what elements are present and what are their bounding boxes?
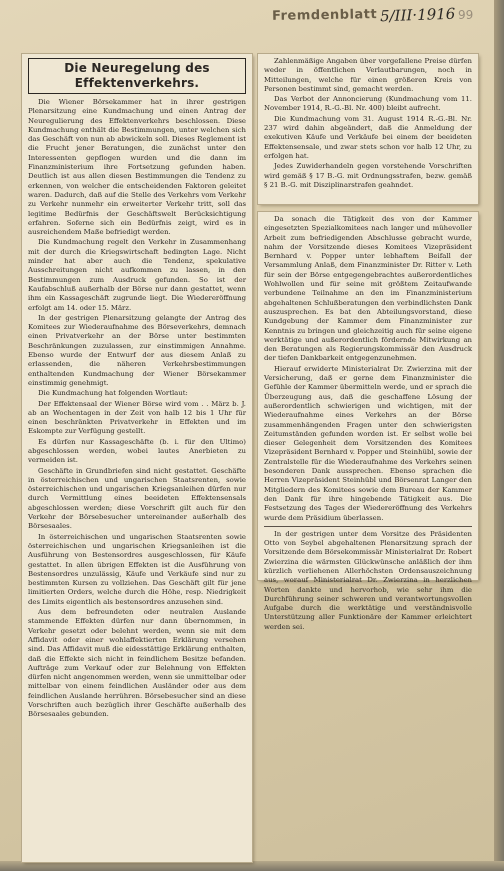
article-column-right-bottom (258, 212, 478, 631)
article-column-right-top (258, 54, 478, 204)
handwritten-date: 5/III·1916 (379, 4, 456, 26)
article-paragraph: Die Wiener Börsekammer hat in ihrer gestrigen Plenarsitzung eine Kundmachung und einen Antrag der Neuregulierung des Effektenverkehrs beschlossen. Diese Kundmachung enthält die Bestimmungen, unter welchen sich das Geschäft von nun ab abwickeln soll. Dieses Reglement ist die Frucht jener Beratungen, die zunächst unter den Interessenten gepflogen wurden und die dann im Finanzministerium ihre Fortsetzung gefunden haben. Deutlich ist aus allen diesen Bestimmungen die Tendenz zu erkennen, von welcher die entscheidenden Faktoren geleitet waren. Dadurch, daß auf die Stelle des Verkehrs vom Verkehr zu Verkehr nunmehr ein erweiterter Verkehr tritt, soll das legitime Bedürfnis der Geschäftswelt Berücksichtigung erfahren. Soferne sich ein Bedürfnis zeigt, wird es in ausreichendem Maße befriedigt werden. (28, 98, 246, 237)
article-paragraph: Zahlenmäßige Angaben über vorgefallene Preise dürfen weder in öffentlichen Verlautbarungen, noch in Mitteilungen, welche für einen größeren Kreis von Personen bestimmt sind, gemacht werden. (264, 57, 472, 93)
article-column-left (22, 54, 252, 862)
article-paragraph: Hierauf erwiderte Ministerialrat Dr. Zwierzina mit der Versicherung, daß er gerne dem Finanzminister die Gefühle der Kammer übermitteln werde, und er sprach die Überzeugung aus, daß die geschaffene Lösung der außerordentlich schwierigen und wichtigen, mit der Wiederaufnahme eines Verkehrs an der Börse zusammenhängenden Fragen unter den schwierigsten Zeitumständen gefunden worden ist. Er selbst wolle bei dieser Gelegenheit dem Vorsitzenden des Komitees Vizepräsident Bernhard v. Popper und Steinhübl, sowie der Zentralstelle für die Wiederaufnahme des Verkehrs seinen besonderen Dank aussprechen. Ebenso sprachen die Herren Vizepräsident Steinhübl und Börsenrat Langer den Mitgliedern des Komitees sowie dem Bureau der Kammer den Dank für ihre hingebende Tätigkeit aus. Die Festsetzung des Tages der Wiedereröffnung des Verkehrs wurde dem Präsidium überlassen. (264, 364, 472, 522)
article-paragraph: Das Verbot der Annoncierung (Kundmachung vom 11. November 1914, R.-G.-Bl. Nr. 400) bleibt aufrecht. (264, 95, 472, 113)
article-paragraph: In der gestrigen Plenarsitzung gelangte der Antrag des Komitees zur Wiederaufnahme des Börseverkehrs, demnach einen Privatverkehr an der Börse unter bestimmten Beschränkungen zuzulassen, zur einstimmigen Annahme. Ebenso wurde der Entwurf der aus diesem Anlaß zu erlassenden, die näheren Verkehrsbestimmungen enthaltenden Kundmachung der Wiener Börsekammer einstimmig genehmigt. (28, 313, 246, 387)
page-number: 99 (458, 8, 474, 22)
article-paragraph: Die Kundmachung regelt den Verkehr in Zusammenhang mit der durch die Kriegswirtschaft bedingten Lage. Nicht minder hat aber auch die Tendenz, spekulative Ausschreitungen nicht aufkommen zu lassen, in den Bestimmungen zum Ausdruck gefunden. So ist der Kaufabschluß außerhalb der Börse nur dann gestattet, wenn ihm ein Kassageschäft zugrunde liegt. Die Wiedereröffnung erfolgt am 14. oder 15. März. (28, 238, 246, 312)
article-paragraph: Die Kundmachung vom 31. August 1914 R.-G.-Bl. Nr. 237 wird dahin abgeändert, daß die Anmeldung der exekutiven Käufe und Verkäufe bei einem der beeideten Effektensensale, und zwar stets schon vor halb 12 Uhr, zu erfolgen hat. (264, 114, 472, 160)
article-paragraph: In der gestrigen unter dem Vorsitze des Präsidenten Otto von Seybel abgehaltenen Plenarsitzung sprach der Vorsitzende dem Börsekommissär Ministerialrat Dr. Robert Zwierzina die wärmsten Glückwünsche anläßlich der ihm kürzlich verliehenen Allerhöchsten Ordensauszeichnung aus, worauf Ministerialrat Dr. Zwierzina in herzlichen Worten dankte und hervorhob, wie sehr ihm die Durchführung seiner schweren und verantwortungsvollen Aufgabe durch die werktätige und verständnisvolle Unterstützung aller Funktionäre der Kammer erleichtert werden sei. (264, 529, 472, 631)
article-title: Die Neuregelung des Effektenverkehrs. (28, 58, 246, 94)
article-paragraph: Da sonach die Tätigkeit des von der Kammer eingesetzten Spezialkomitees nach langer und mühevoller Arbeit zum befriedigenden Abschlusse gebracht wurde, nahm der Vorsitzende dieses Komitees Vizepräsident Bernhard v. Popper unter lebhaftem Beifall der Versammlung Anlaß, dem Finanzminister Dr. Ritter v. Leth für sein der Börse entgegengebrachtes außerordentliches Wohlwollen und für seine mit größtem Zeitaufwande verbundene Teilnahme an den im Finanzministerium abgehaltenen Schlußberatungen den verbindlichsten Dank auszusprechen. Es bat den Abteilungsvorstand, diese Kundgebung der Kammer dem Finanzminister zur Kenntnis zu bringen und gleichzeitig auch für seine eigene werktätige und außerordentlich fördernde Mitwirkung an den Beratungen als Regierungskommissär den Ausdruck der tiefen Dankbarkeit entgegenzunehmen. (264, 215, 472, 363)
page-bottom-edge (0, 861, 504, 871)
article-paragraph: In österreichischen und ungarischen Staatsrenten sowie österreichischen und ungarischen Kriegsanleihen ist die Ausführung von Bestensordres ausgeschlossen, für Käufe gestattet. In allen übrigen Effekten ist die Ausführung von Bestensordres unzulässig, Käufe und Verkäufe sind nur zu bestimmten Kursen zu vollziehen. Das Geschäft gilt für jene limitierten Orders, welche durch die Höhe, resp. Niedrigkeit des Limits eigentlich als bestensordres anzusehen sind. (28, 532, 246, 606)
article-paragraph: Es dürfen nur Kassageschäfte (b. i. für den Ultimo) abgeschlossen werden, wobei lautes Anerbieten zu vermeiden ist. (28, 437, 246, 465)
article-paragraph: Geschäfte in Grundbriefen sind nicht gestattet. Geschäfte in österreichischen und ungarischen Staatsrenten, sowie österreichischen und ungarischen Kriegsanleihen dürfen nur durch Vermittlung eines beeideten Effektensensals abgeschlossen werden; diese Vorschrift gilt auch für den Verkehr der Börsebesucher untereinander außerhalb des Börsesaales. (28, 466, 246, 531)
article-paragraph: Jedes Zuwiderhandeln gegen vorstehende Vorschriften wird gemäß § 17 B.-G. mit Ordnungsstrafen, bezw. gemäß § 21 B.-G. mit Disziplinarstrafen geahndet. (264, 162, 472, 189)
article-paragraph: Aus dem befreundeten oder neutralen Auslande stammende Effekten dürfen nur dann übernommen, in Verkehr gesetzt oder belehnt werden, wenn sie mit dem Affidavit oder einer wohlaffektierten Erklärung versehen sind. Das Affidavit muß die eidesstättige Erklärung enthalten, daß die Effekte sich nicht in feindlichem Besitze befanden. Aufträge zum Verkauf oder zur Belehnung von Effekten dürfen nicht angenommen werden, wenn sie unmittelbar oder mittelbar von einem feindlichen Ausländer oder aus dem feindlichen Auslande herrühren. Börsebesucher sind an diese Vorschriften auch bezüglich ihrer Geschäfte außerhalb des Börsesaales gebunden. (28, 608, 246, 719)
page-edge-shadow (494, 0, 504, 871)
section-divider (264, 526, 472, 527)
newspaper-stamp: Fremdenblatt (271, 7, 378, 24)
article-paragraph: Der Effektensaal der Wiener Börse wird vom . . März b. J. ab an Wochentagen in der Zeit von halb 12 bis 1 Uhr für einen beschränkten Privatverkehr in Effekten und im Eskompte zur Verfügung gestellt. (28, 399, 246, 436)
article-paragraph: Die Kundmachung hat folgenden Wortlaut: (38, 389, 188, 398)
